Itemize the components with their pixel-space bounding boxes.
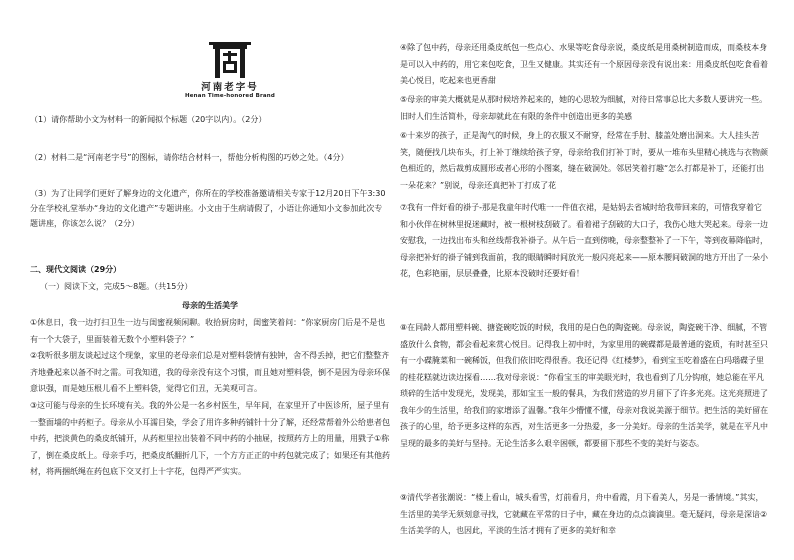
section-heading: 二、现代文阅读（29分） — [30, 265, 122, 274]
question-1: （1）请你帮助小文为材料一的新闻拟个标题（20字以内）。（2分） — [30, 115, 267, 124]
article-title: 母亲的生活美学 — [182, 301, 238, 310]
question-2: （2）材料二是“河南老字号”的图标，请你结合材料一，帮他分析构图的巧妙之处。（4分） — [30, 153, 349, 162]
question-3: （3）为了让同学们更好了解身边的文化遗产，你所在的学校准备邀请相关专家于12月20日下午3:30分在学校礼堂举办“身边的文化遗产”专题讲座。小文由于生病请假了，小语让你通知小文参加此次专题讲座，你该怎么说？（2分） — [30, 189, 386, 228]
article-paragraph-8: ⑧在同龄人都用塑料碗、搪瓷碗吃饭的时候，我用的是白色的陶瓷碗。母亲说，陶瓷碗干净、细腻，不管盛放什么食物，都会看起来赏心悦目。记得我上初中时，为家里用的碗碟都是最普通的瓷质，有时甚至只有一小碟腌菜和一碗稀饭，但我们依旧吃得很香。我还记得《红楼梦》，看到宝玉吃着盛在白玛瑙碟子里的桂花糕就边读边探看……我对母亲说：“你看宝玉的审美眼光时，我也看到了几分钩痕，她总能在平凡琐碎的生活中发现光，发现美，那如宝玉一般的餐具，为我们营造的岁月留下了许多光亮。这光亮照进了我年少的生活里，给我们的家增添了温馨。”我年少懵懂不懂，母亲对我说美源于细节。把生活的美好留在孩子的心里，给予更多这样的东西，对生活更多一分热爱，多一分美好。母亲的生活美学，就是在平凡中呈现的最多的美好与坚持。无论生活多么艰辛困顿，都要留下那些不变的美好与姿态。 — [400, 323, 769, 448]
article-paragraph-2: ②我听很多朋友谈起过这个现象，家里的老母亲们总是对塑料袋情有独钟，舍不得丢掉，把它们整整齐齐地叠起来以备不时之需。可我知道，我的母亲没有这个习惯，而且她对塑料袋，倒不是因为母亲环保意识强，而是她压根儿看不上塑料袋，觉得它们丑，无美观可言。 — [30, 351, 390, 393]
reading-instructions: （一）阅读下文，完成5～8题。（共15分） — [40, 282, 193, 291]
article-paragraph-4: ④除了包中药，母亲还用桑皮纸包一些点心、水果等吃食母亲说，桑皮纸是用桑树制造而成，而桑枝本身是可以入中药的，用它来包吃食，卫生又健康。其实还有一个原因母亲没有说出来：用桑皮纸包吃食看着美心悦目，吃起来也更香甜 — [400, 43, 768, 85]
henan-time-honored-brand-logo — [180, 42, 280, 99]
article-paragraph-3: ③这可能与母亲的生长环境有关。我的外公是一名乡村医生，早年间，在家里开了中医诊所，屋子里有一整面墙的中药柜子。母亲从小耳濡目染，学会了用许多种药铺针十分了解，还经常帮着外公给患者包中药，把淡黄色的桑皮纸铺开，从药柜里拉出装着不同中药的小抽屉，按照药方上的用量，用戥子①称了，倒在桑皮纸上。母亲手巧，把桑皮纸翻折几下，一个方方正正的中药包就完成了；如果还有其他药材，将两捆纸绳在药包底下交叉打上十字花，包得严严实实。 — [30, 401, 390, 476]
logo-english-text: Henan Time-honored Brand — [184, 93, 276, 99]
logo-chinese-text: 河南老字号 — [201, 82, 259, 93]
logo-emblem-icon — [209, 42, 251, 78]
article-paragraph-7: ⑦我有一件好看的褂子-那是我童年时代唯一一件值衣裙，是姑妈去省城时给我带回来的，可惜我穿着它和小伙伴在树林里捉迷藏时，被一根树枝刮破了。看着裙子刮破的大口子，我伤心地大哭起来。母亲一边安慰我，一边找出布头和丝线帮我补褂子。从午后一直到傍晚，母亲整整补了一下午，等到夜幕降临时，母亲把补好的褂子铺到我面前，我的眼睛瞬时间放光一般闪亮起来——原本腰间破洞的地方开出了一朵小花，色彩艳丽，层层叠叠，比原本没破时还要好看！ — [400, 203, 768, 278]
article-paragraph-9: ⑨清代学者张潮说：“楼上看山，城头看雪，灯前看月，舟中看霞，月下看美人，另是一番情境。”其实，生活里的美学无须刻意寻找，它就藏在平常的日子中，藏在身边的点点滴滴里。毫无疑问，母亲是深谙②生活美学的人，也因此，平淡的生活才拥有了更多的美好和幸 — [400, 493, 768, 535]
article-paragraph-1: ①休息日，我一边打扫卫生一边与闺蜜视频闲聊。收拾厨房时，闺蜜笑着问：“你家厨房门后是不是也有一个大袋子，里面装着无数个小塑料袋子？” — [30, 318, 386, 344]
article-paragraph-5: ⑤母亲的审美大概就是从那时候培养起来的，她的心思较为细腻，对待日常事总比大多数人要讲究一些。旧时人们生活简朴，母亲却就此在有限的条件中创造出更多的美感 — [400, 95, 768, 121]
article-paragraph-6: ⑥十来岁的孩子，正是淘气的时候，身上的衣服又不耐穿，经常在手肘、膝盖处磨出洞来。大人挂头苦笑，随便找几块布头，打上补丁继续给孩子穿，母亲给我们打补丁时，要从一堆布头里精心挑选与衣物颜色相近的，然后裁剪成圆形或者心形的小图案，缝在破洞处。邻居笑着打趣“怎么打都是补丁，还能打出一朵花来？”别说，母亲还真把补丁打成了花 — [400, 131, 768, 190]
